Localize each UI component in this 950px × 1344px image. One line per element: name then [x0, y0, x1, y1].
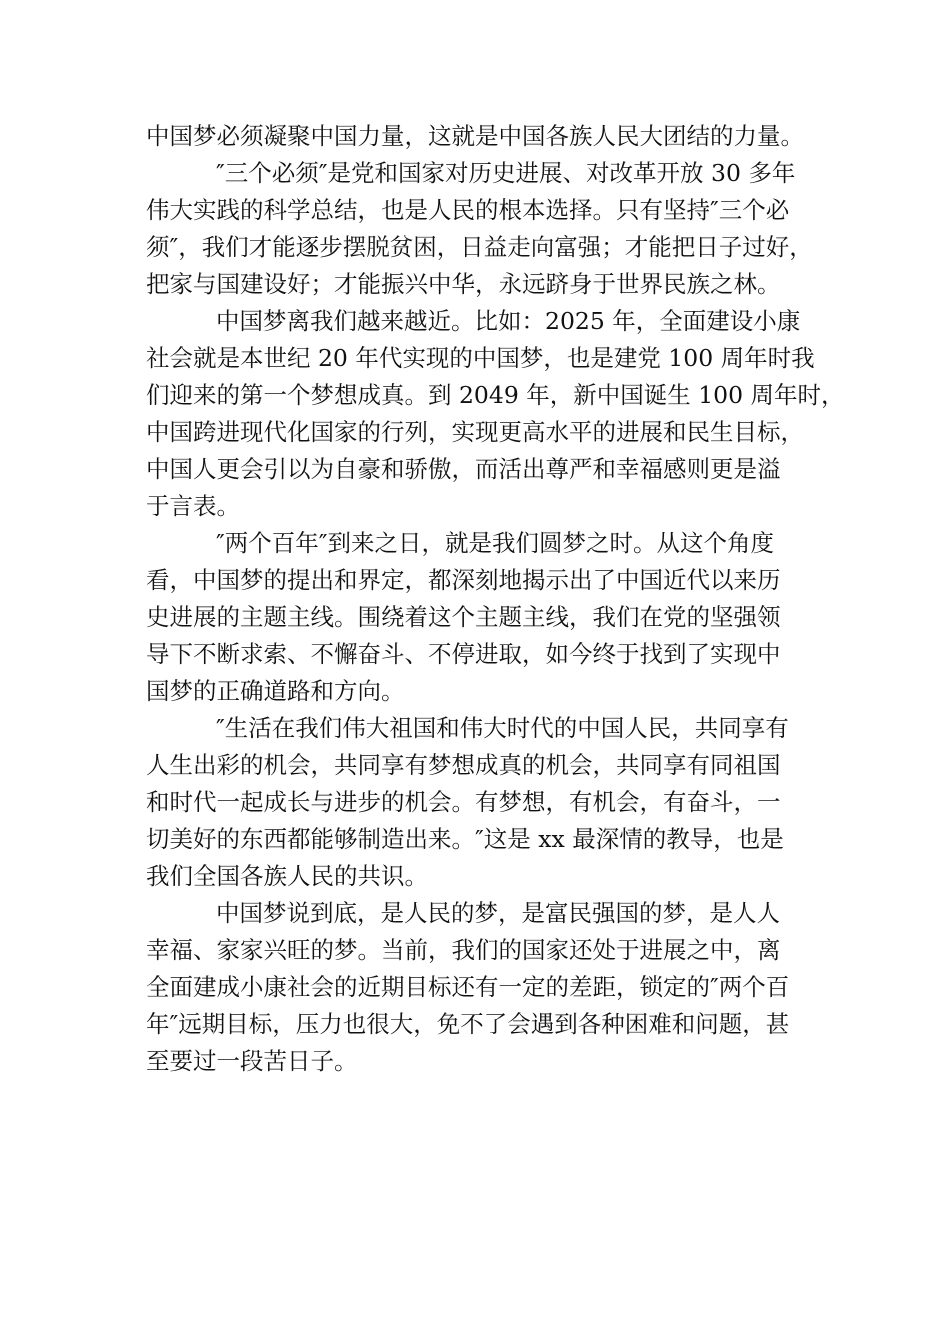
paragraph	[146, 118, 826, 155]
text-line: 须″，我们才能逐步摆脱贫困，日益走向富强；才能把日子过好，	[146, 233, 813, 261]
text-line: 幸福、家家兴旺的梦。当前，我们的国家还处于进展之中，离	[146, 936, 781, 964]
paragraph	[146, 525, 826, 710]
text-line: 伟大实践的科学总结，也是人民的根本选择。只有坚持″三个必	[146, 196, 790, 224]
text-line: 们迎来的第一个梦想成真。到 2049 年，新中国诞生 100 周年时，	[146, 381, 845, 409]
text-line: ″三个必须″是党和国家对历史进展、对改革开放 30 多年	[216, 159, 796, 187]
text-line: 人生出彩的机会，共同享有梦想成真的机会，共同享有同祖国	[146, 751, 781, 779]
text-line: 我们全国各族人民的共识。	[146, 862, 428, 890]
text-line: 中国跨进现代化国家的行列，实现更高水平的进展和民生目标，	[146, 418, 804, 446]
paragraph	[146, 895, 826, 1080]
text-line: 于言表。	[146, 492, 240, 520]
text-line: 史进展的主题主线。围绕着这个主题主线，我们在党的坚强领	[146, 603, 781, 631]
text-line: 中国梦必须凝聚中国力量，这就是中国各族人民大团结的力量。	[146, 122, 804, 150]
text-line: 导下不断求索、不懈奋斗、不停进取，如今终于找到了实现中	[146, 640, 781, 668]
text-line: 社会就是本世纪 20 年代实现的中国梦，也是建党 100 周年时我	[146, 344, 815, 372]
text-line: 把家与国建设好；才能振兴中华，永远跻身于世界民族之林。	[146, 270, 781, 298]
text-line: 和时代一起成长与进步的机会。有梦想，有机会，有奋斗，一	[146, 788, 781, 816]
text-line: 切美好的东西都能够制造出来。″这是 xx 最深情的教导，也是	[146, 825, 784, 853]
document-body	[146, 118, 845, 1080]
text-line: 国梦的正确道路和方向。	[146, 677, 405, 705]
paragraph	[146, 303, 845, 525]
text-line: 中国梦说到底，是人民的梦，是富民强国的梦，是人人	[216, 899, 780, 927]
text-line: 中国梦离我们越来越近。比如：2025 年，全面建设小康	[216, 307, 801, 335]
text-line: ″两个百年″到来之日，就是我们圆梦之时。从这个角度	[216, 529, 775, 557]
text-line: 全面建成小康社会的近期目标还有一定的差距，锁定的″两个百	[146, 973, 790, 1001]
text-line: ″生活在我们伟大祖国和伟大时代的中国人民，共同享有	[216, 714, 789, 742]
paragraph	[146, 710, 826, 895]
text-line: 中国人更会引以为自豪和骄傲，而活出尊严和幸福感则更是溢	[146, 455, 781, 483]
text-line: 看，中国梦的提出和界定，都深刻地揭示出了中国近代以来历	[146, 566, 781, 594]
text-line: 年″远期目标，压力也很大，免不了会遇到各种困难和问题，甚	[146, 1010, 790, 1038]
paragraph	[146, 155, 826, 303]
text-line: 至要过一段苦日子。	[146, 1047, 358, 1075]
